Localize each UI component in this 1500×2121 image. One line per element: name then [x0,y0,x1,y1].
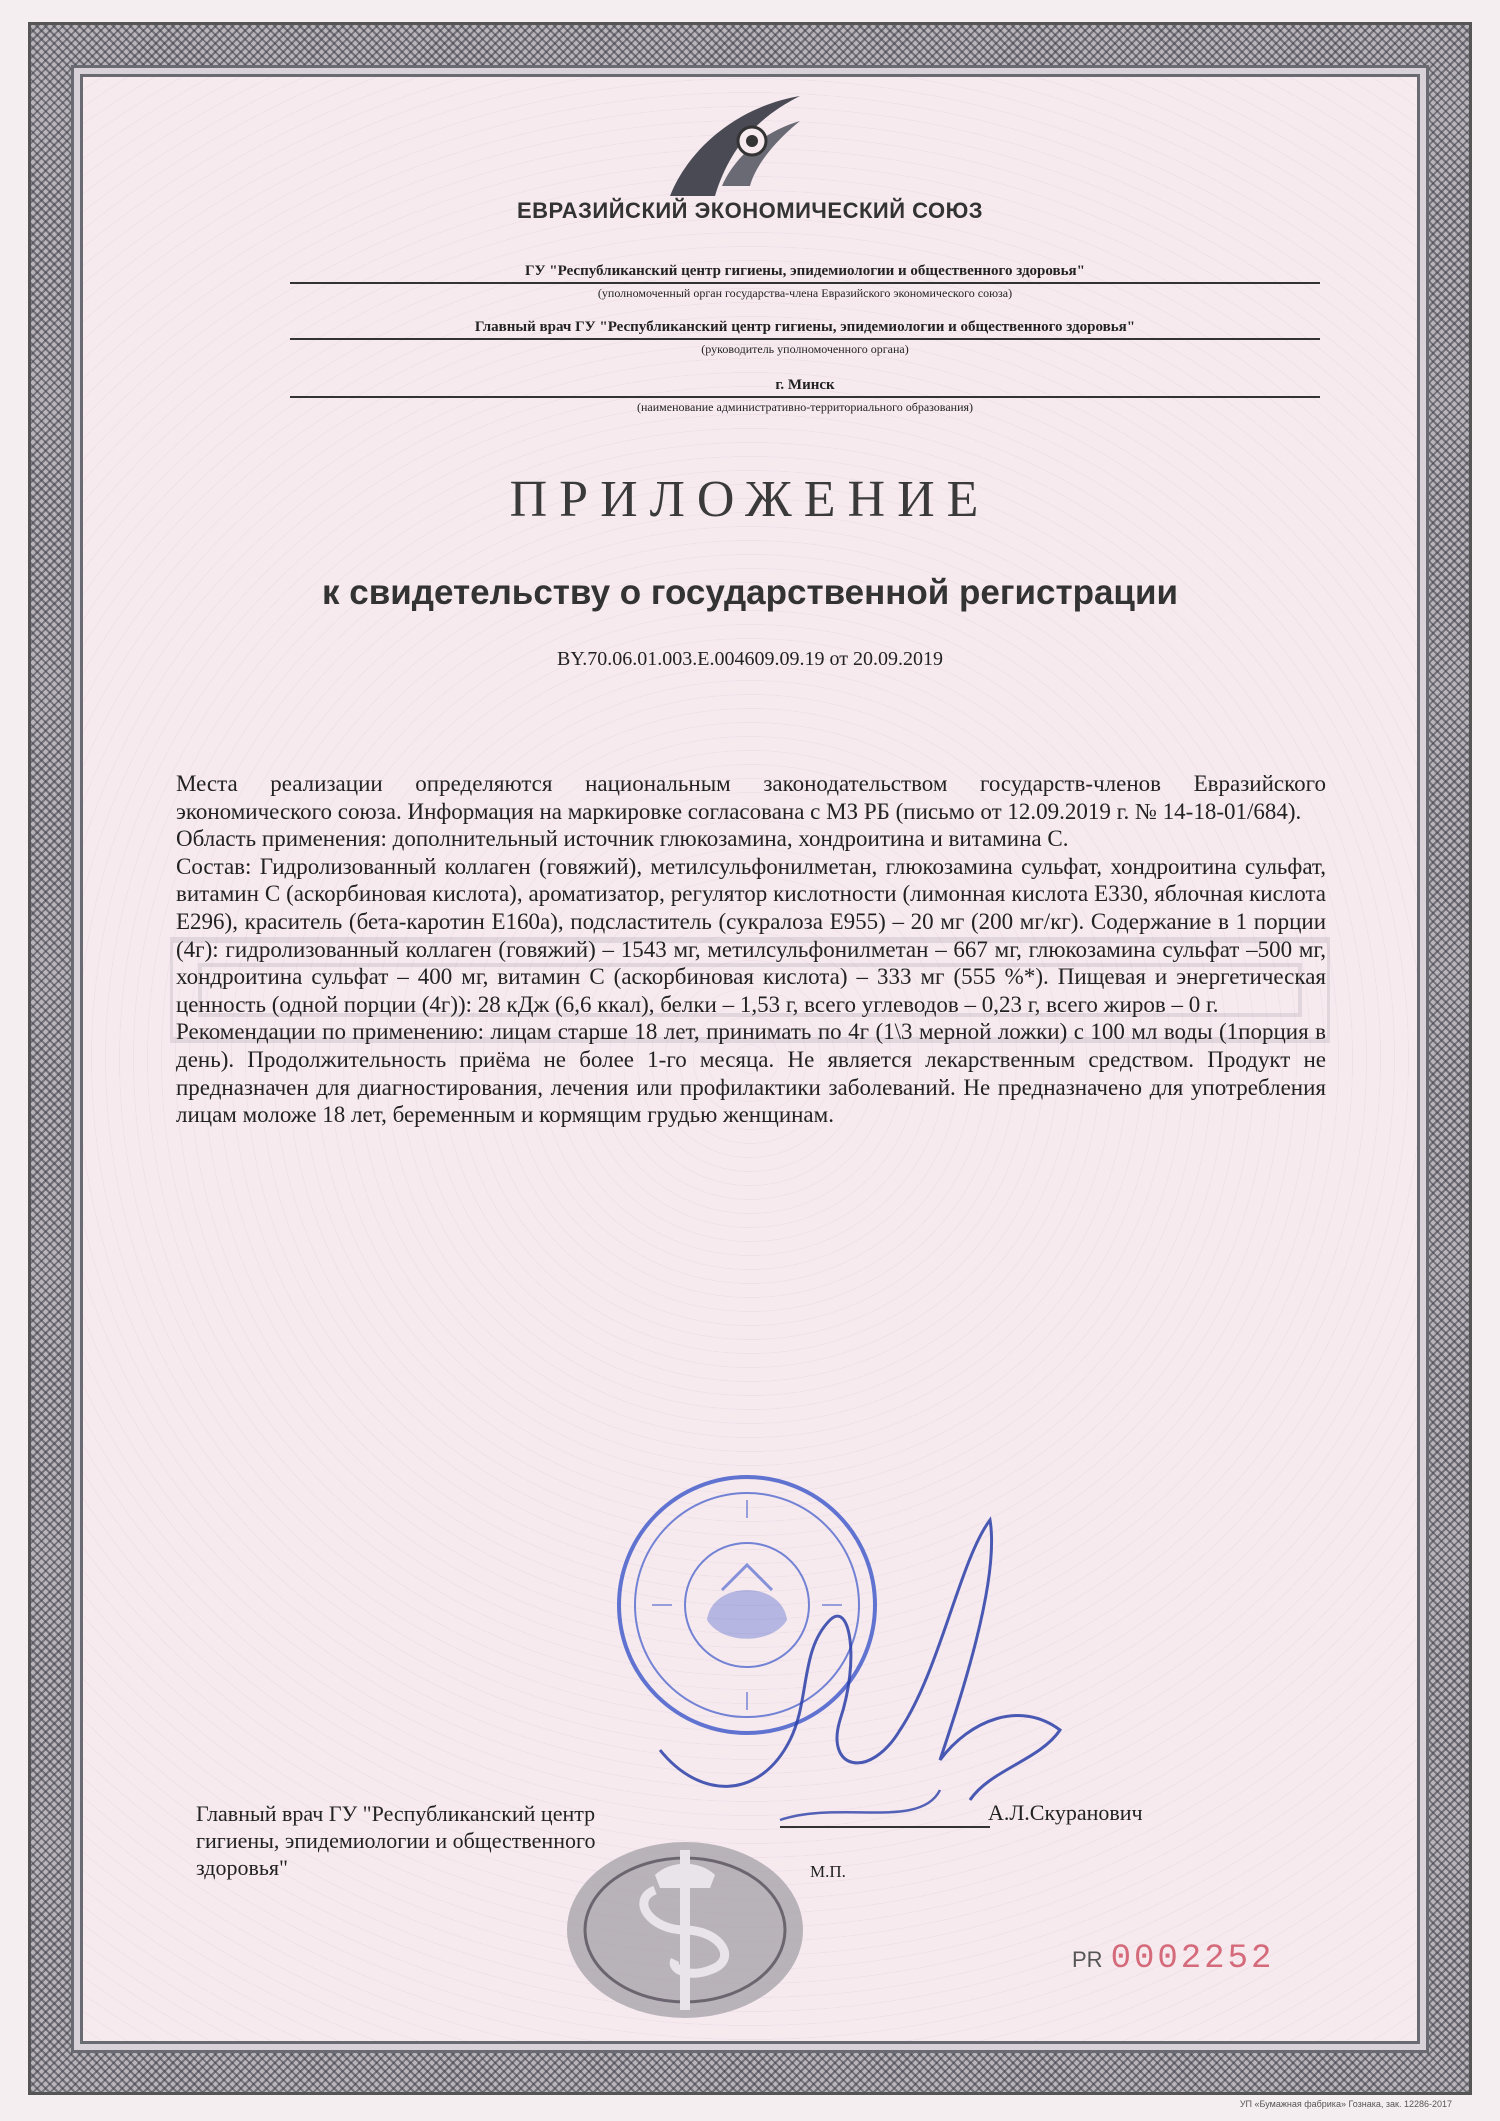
signature-block [196,1800,595,1881]
stamp-place-label: М.П. [810,1862,846,1881]
serial-prefix: PR [1072,1947,1103,1972]
head-value: Главный врач ГУ "Республиканский центр гигиены, эпидемиологии и общественного здоровья" [474,319,1136,335]
eaeu-logo-icon [660,86,810,206]
signatory-title-line-2: гигиены, эпидемиологии и общественного [196,1828,596,1853]
city-line [290,396,1320,398]
authority-value: ГУ "Республиканский центр гигиены, эпидемиологии и общественного здоровья" [524,263,1085,279]
serial-number [1072,1940,1274,1978]
body-paragraph-recommendations: Рекомендации по применению: лицам старше 18 лет, принимать по 4г (1\3 мерной ложки) с 100 мл воды (1порция в день). Продолжительность приёма не более 1-го месяца. Не является лекарственным средством. Продукт не предназначен для диагностирования, лечения или профилактики заболеваний. Не предназначено для употребления лицам моложе 18 лет, беременным и кормящим грудью женщинам. [176,1019,1326,1128]
signatory-name: А.Л.Скуранович [988,1800,1143,1825]
head-line [290,338,1320,340]
signature-line [780,1826,990,1828]
signatory-title-line-3: здоровья" [196,1855,289,1880]
document-body [176,770,1326,1129]
printer-note: УП «Бумажная фабрика» Гознака, зак. 12286-2017 [1239,2099,1452,2109]
head-caption: (руководитель уполномоченного органа) [701,342,909,356]
body-paragraph-scope: Область применения: дополнительный источник глюкозамина, хондроитина и витамина С. [176,826,1069,852]
registration-number: BY.70.06.01.003.E.004609.09.19 от 20.09.2019 [557,648,943,670]
city-caption: (наименование административно-территориального образования) [636,400,974,414]
city-value: г. Минск [775,377,835,393]
body-paragraph-composition: Состав: Гидролизованный коллаген (говяжий), метилсульфонилметан, глюкозамина сульфат, хондроитина сульфат, витамин С (аскорбиновая кислота), ароматизатор, регулятор кислотности (лимонная кислота Е330, яблочная кислота Е296), краситель (бета-каротин Е160а), подсластитель (сукралоза Е955) – 20 мг (200 мг/кг). Содержание в 1 порции (4г): гидролизованный коллаген (говяжий) – 1543 мг, метилсульфонилметан – 667 мг, глюкозамина сульфат –500 мг, хондроитина сульфат – 400 мг, витамин С (аскорбиновая кислота) – 333 мг (555 %*). Пищевая и энергетическая ценность (одной порции (4г)): 28 кДж (6,6 ккал), белки – 1,53 г, всего углеводов – 0,23 г, всего жиров – 0 г. [176,853,1326,1017]
authority-caption: (уполномоченный орган государства-члена Евразийского экономического союза) [597,286,1013,300]
document-title: ПРИЛОЖЕНИЕ [509,471,991,528]
head-field [290,318,1320,357]
city-field [290,376,1320,415]
authority-field [290,262,1320,301]
union-name: ЕВРАЗИЙСКИЙ ЭКОНОМИЧЕСКИЙ СОЮЗ [516,198,984,223]
serial-digits: 0002252 [1110,1940,1275,1978]
document-subtitle: к свидетельству о государственной регистрации [322,573,1178,612]
authority-line [290,282,1320,284]
body-paragraph-sales: Места реализации определяются национальным законодательством государств-членов Евразийского экономического союза. Информация на маркировке согласована с МЗ РБ (письмо от 12.09.2019 г. № 14-18-01/684). [176,771,1326,824]
hologram-emblem-icon [560,1820,810,2020]
signatory-title-line-1: Главный врач ГУ "Республиканский центр [196,1801,596,1826]
